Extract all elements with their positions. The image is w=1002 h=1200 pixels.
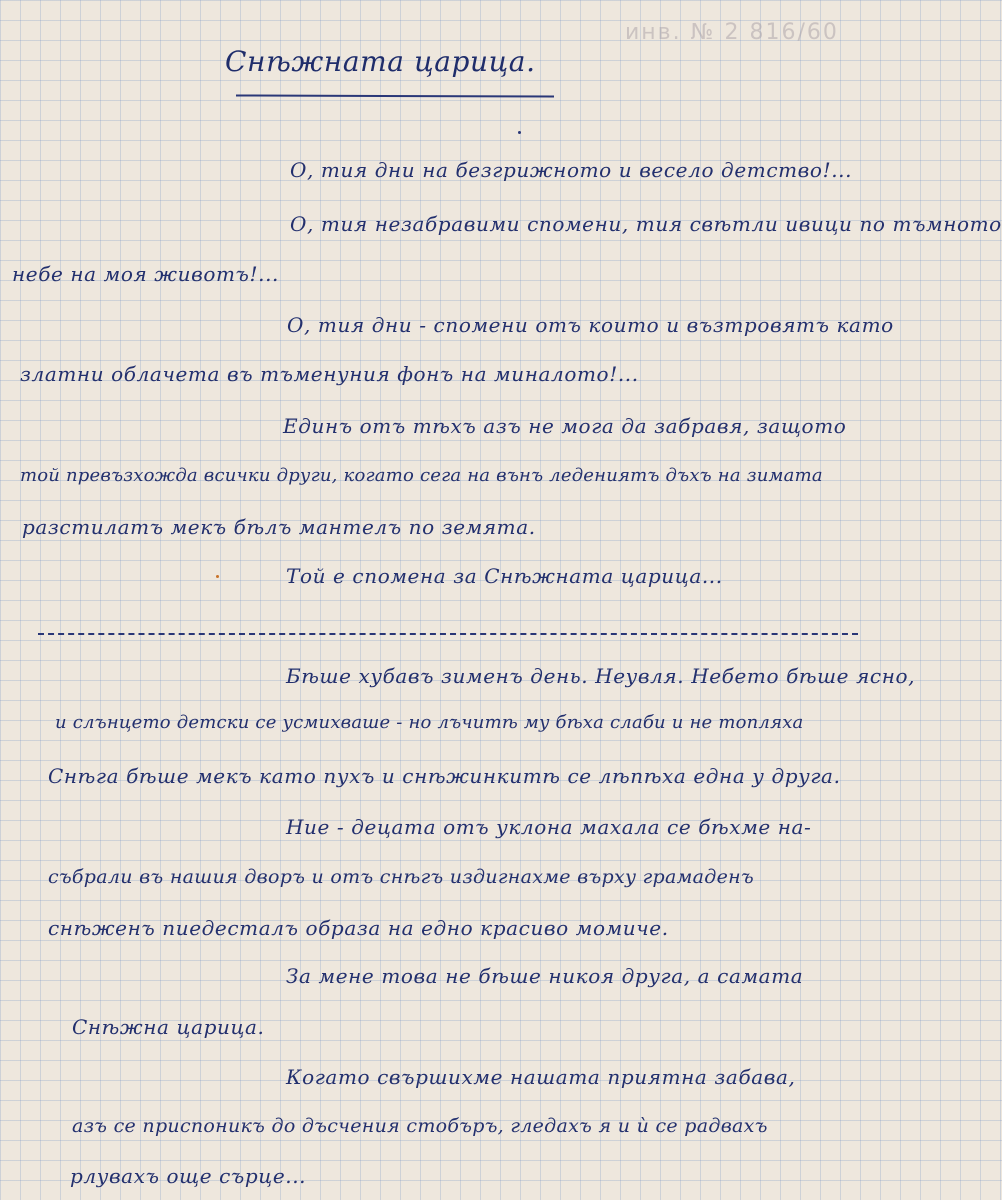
text-line-3: небе на моя животъ!... [12,262,279,286]
text-line-4: О, тия дни - спомени отъ които и възтровятъ като [287,313,894,337]
text-line-6: Единъ отъ тѣхъ азъ не мога да забравя, защото [283,414,847,438]
text-line-8: разстилатъ мекъ бѣлъ мантелъ по земята. [22,515,536,539]
ink-dot [518,131,521,134]
text-line-9: Той е спомена за Снѣжната царица... [286,564,723,588]
text-line-11: и слънцето детски се усмихваше - но лъчитѣ му бѣха слаби и не топляха [55,712,804,733]
title-underline [236,94,554,97]
text-line-17: Снѣжна царица. [72,1015,265,1039]
text-line-18: Когато свършихме нашата приятна забава, [286,1065,796,1089]
text-line-19: азъ се приспоникъ до дъсчения стобъръ, гледахъ я и ѝ се радвахъ [72,1115,768,1137]
text-line-10: Бѣше хубавъ зименъ день. Неувля. Небето бѣше ясно, [286,664,916,688]
text-line-15: снѣженъ пиедесталъ образа на едно красиво момиче. [48,916,669,940]
pencil-inventory-note: инв. № 2 816/60 [625,20,839,45]
text-line-16: За мене това не бѣше никоя друга, а самата [286,964,804,988]
text-line-13: Ние - децата отъ уклона махала се бѣхме на- [286,815,812,839]
section-divider [38,633,858,635]
page-title: Снѣжната царица. [225,45,536,78]
text-line-7: той превъзхожда всички други, когато сега на вънъ ледениятъ дъхъ на зимата [20,465,823,486]
text-line-12: Снѣга бѣше мекъ като пухъ и снѣжинкитѣ се лѣпѣха една у друга. [48,764,841,788]
text-line-20: рлувахъ още сърце... [70,1164,307,1188]
text-line-1: О, тия дни на безгрижното и весело детство!... [290,158,853,182]
text-line-2: О, тия незабравими спомени, тия свѣтли ивици по тъмното [290,212,1002,236]
text-line-14: събрали въ нашия дворъ и отъ снѣгъ издигнахме върху грамаденъ [48,866,754,888]
text-line-5: златни облачета въ тъменуния фонъ на миналото!... [20,362,639,386]
ink-dot-orange [216,575,219,578]
